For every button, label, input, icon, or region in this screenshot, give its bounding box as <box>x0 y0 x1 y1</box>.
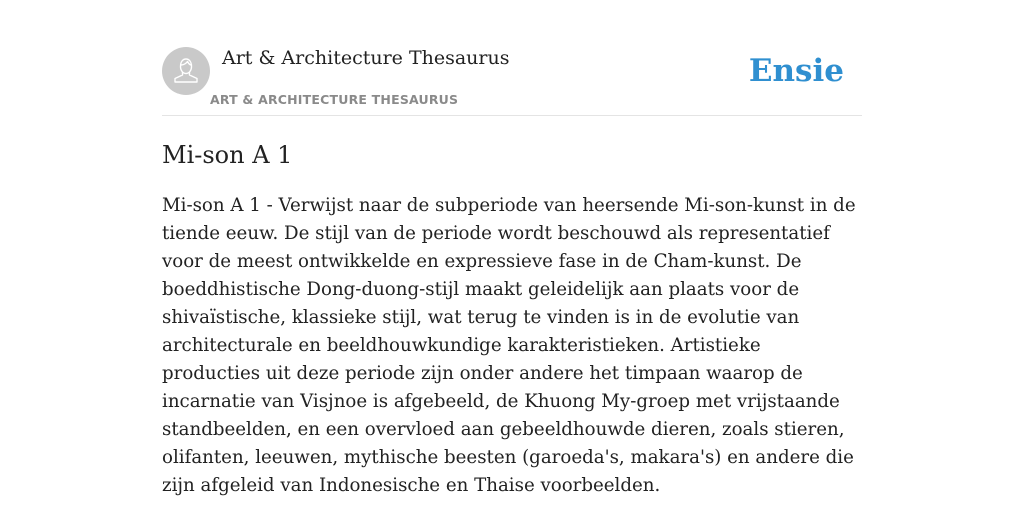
definition-text: Mi-son A 1 - Verwijst naar de subperiode van heersende Mi-son-kunst in de tiende eeuw. De stijl van de periode wordt beschouwd als representatief voor de meest ontwikkelde en expressieve fase in de Cham-kunst. De boeddhistische Dong-duong-stijl maakt geleidelijk aan plaats voor de shivaïstische, klassieke stijl, wat terug te vinden is in de evolutie van architecturale en beeldhouwkundige karakteristieken. Artistieke producties uit deze periode zijn onder andere het timpaan waarop de incarnatie van Visjnoe is afgebeeld, de Khuong My-groep met vrijstaande standbeelden, en een overvloed aan gebeeldhouwde dieren, zoals stieren, olifanten, leeuwen, mythische beesten (garoeda's, makara's) en andere die zijn afgeleid van Indonesische en Thaise voorbeelden. <box>162 195 856 496</box>
author-category[interactable]: ART & ARCHITECTURE THESAURUS <box>210 92 459 107</box>
author-avatar[interactable] <box>162 47 210 95</box>
site-logo[interactable]: Ensie <box>748 53 844 89</box>
user-outline-icon <box>162 47 210 95</box>
author-name[interactable]: Art & Architecture Thesaurus <box>222 47 510 69</box>
page-title: Mi-son A 1 <box>162 141 293 169</box>
article-header <box>162 46 862 116</box>
header-divider <box>162 115 862 116</box>
